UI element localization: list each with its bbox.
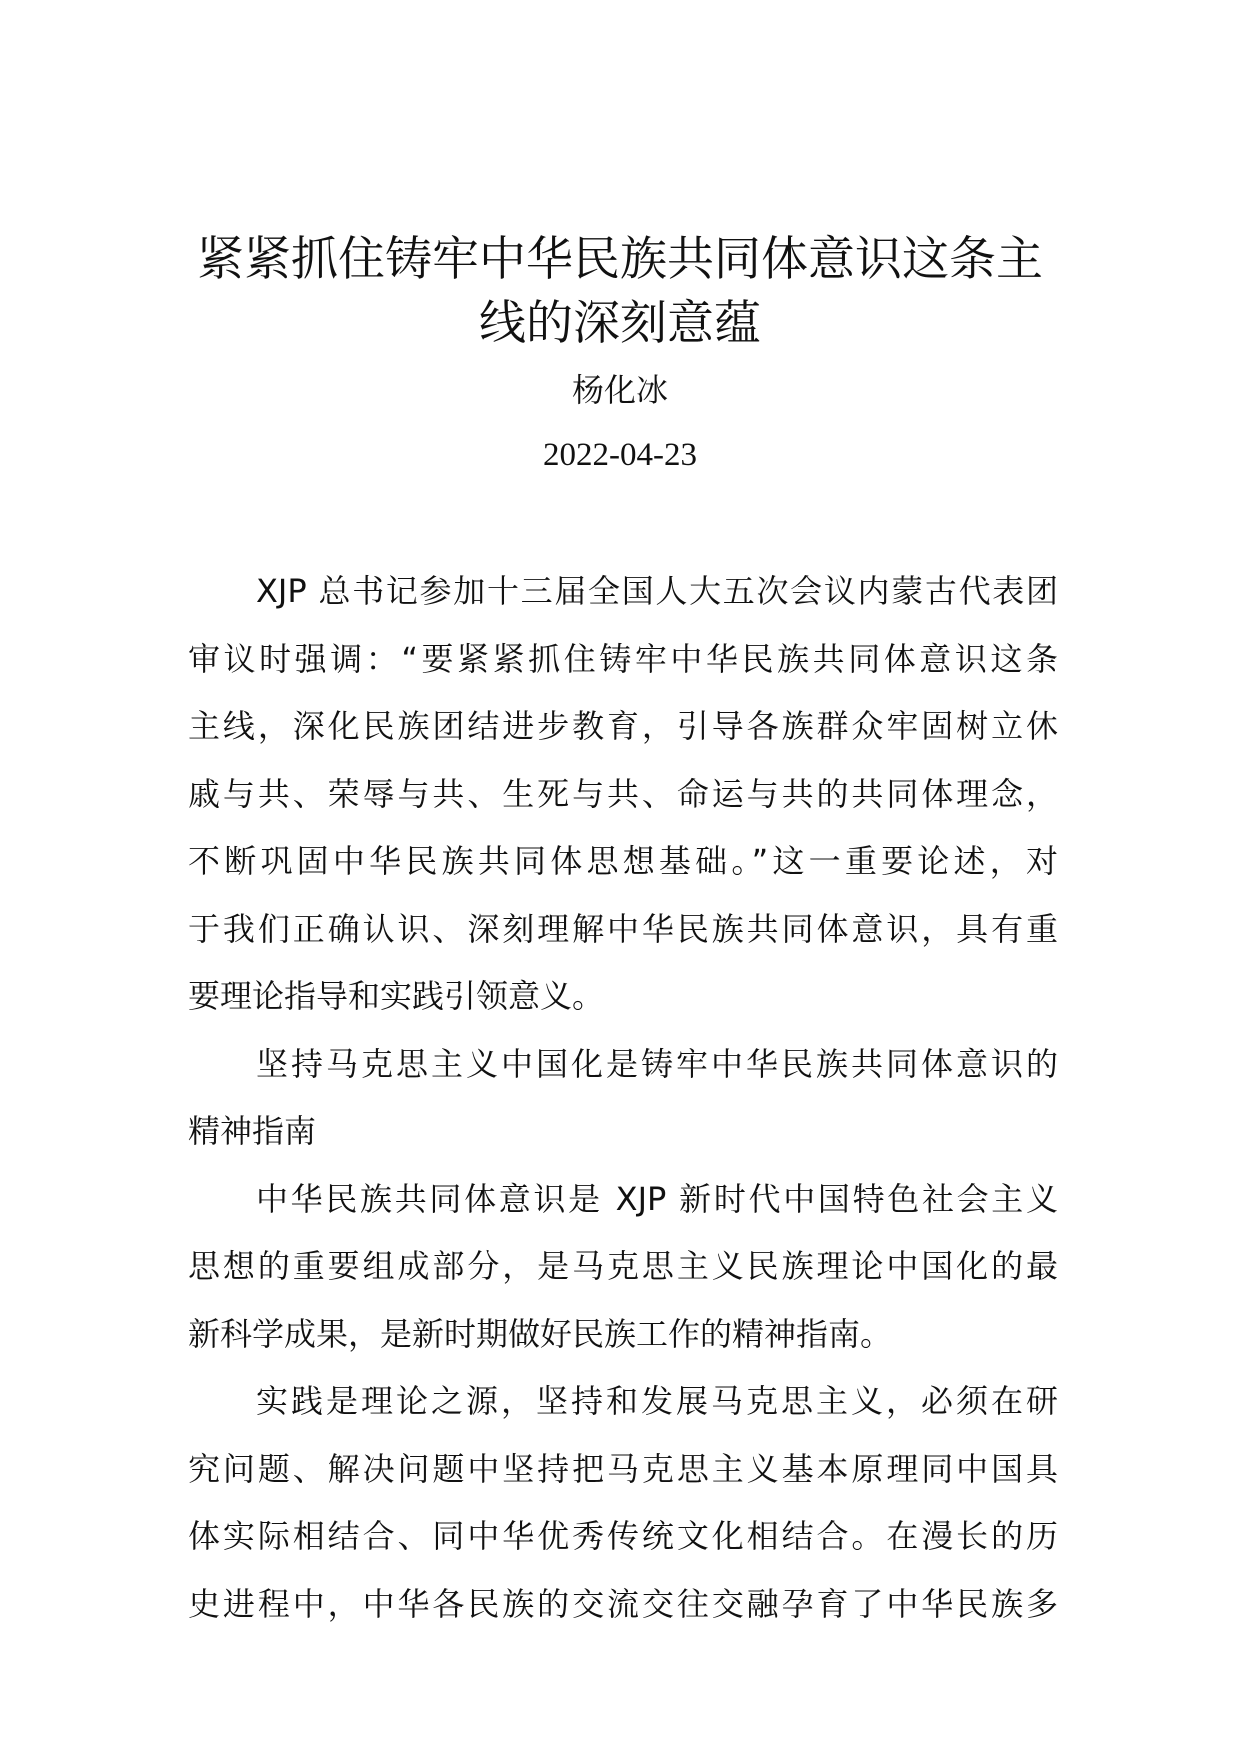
- body-line: 主线，深化民族团结进步教育，引导各族群众牢固树立休: [188, 707, 1058, 745]
- body-line: 要理论指导和实践引领意义。: [188, 977, 605, 1015]
- author-name: 杨化冰: [571, 371, 668, 409]
- body-line: 审议时强调：“要紧紧抓住铸牢中华民族共同体意识这条: [188, 639, 1058, 678]
- body-line: 体实际相结合、同中华优秀传统文化相结合。在漫长的历: [188, 1517, 1058, 1555]
- body-line: 不断巩固中华民族共同体思想基础。”这一重要论述，对: [188, 842, 1058, 880]
- document-title: [150, 228, 1090, 356]
- article-body: [188, 558, 1058, 1638]
- body-line: 戚与共、荣辱与共、生死与共、命运与共的共同体理念，: [188, 774, 1058, 813]
- publish-date: 2022-04-23: [543, 437, 697, 473]
- body-line: 究问题、解决问题中坚持把马克思主义基本原理同中国具: [188, 1449, 1058, 1488]
- body-line: 实践是理论之源，坚持和发展马克思主义，必须在研: [256, 1382, 1058, 1420]
- section-heading-line: 坚持马克思主义中国化是铸牢中华民族共同体意识的: [256, 1044, 1058, 1083]
- body-line: 中华民族共同体意识是 XJP 新时代中国特色社会主义: [256, 1179, 1058, 1218]
- body-line: 思想的重要组成部分，是马克思主义民族理论中国化的最: [188, 1247, 1058, 1285]
- title-line-1: 紧紧抓住铸牢中华民族共同体意识这条主: [197, 232, 1043, 287]
- title-line-2: 线的深刻意蕴: [479, 296, 761, 351]
- section-heading-line: 精神指南: [188, 1112, 317, 1150]
- body-line: 新科学成果，是新时期做好民族工作的精神指南。: [188, 1314, 893, 1353]
- body-line: 于我们正确认识、深刻理解中华民族共同体意识，具有重: [188, 909, 1058, 948]
- body-line: XJP 总书记参加十三届全国人大五次会议内蒙古代表团: [256, 572, 1058, 610]
- body-line: 史进程中，中华各民族的交流交往交融孕育了中华民族多: [188, 1584, 1058, 1623]
